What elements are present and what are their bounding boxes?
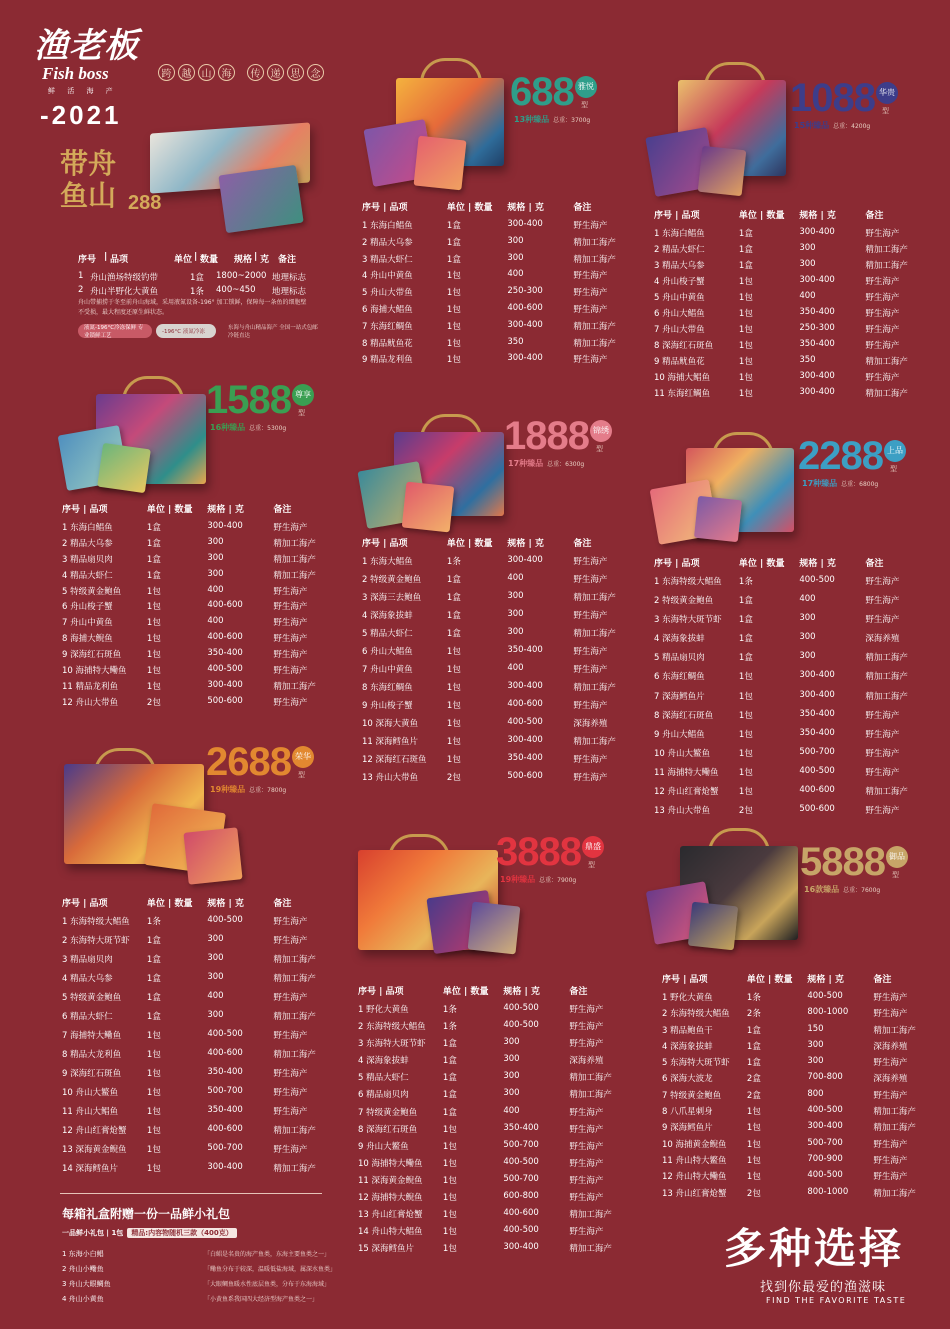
table-row: 7 海捕特大鳓鱼 1包 400-500 野生海产 bbox=[62, 1029, 308, 1041]
table-row: 4 深海象拔蚌 1盒 300 深海养殖 bbox=[654, 632, 900, 645]
table-row: 6 深海大波龙 2盒 700-800 深海养殖 bbox=[662, 1072, 908, 1085]
table-row: 9 舟山大鳘鱼 1包 500-700 野生海产 bbox=[358, 1139, 604, 1152]
table-3888 bbox=[358, 984, 626, 1259]
slogan-char: 递 bbox=[267, 64, 284, 81]
table-row: 4 深海象拔蚌 1盒 300 野生海产 bbox=[362, 609, 608, 621]
unit-2688: 型 bbox=[298, 771, 305, 779]
table-row: 2 精品大乌参 1盒 300 精加工海产 bbox=[362, 235, 616, 248]
table-row: 1 野化大黄鱼 1条 400-500 野生海产 bbox=[662, 991, 908, 1003]
unit-1088: 型 bbox=[882, 107, 889, 115]
table-row: 3 东海特大斑节虾 1盒 300 野生海产 bbox=[358, 1037, 604, 1050]
seal-2288: 上品 bbox=[884, 440, 906, 462]
table-row: 2 东海特级大鲳鱼 2条 800-1000 野生海产 bbox=[662, 1007, 908, 1020]
table-row: 13 舟山红膏炝蟹 2包 800-1000 精加工海产 bbox=[662, 1186, 916, 1199]
table-row: 8 海捕大鲵鱼 1包 400-600 野生海产 bbox=[62, 632, 308, 645]
table-row: 2 精品大乌参 1盒 300 精加工海产 bbox=[62, 536, 316, 549]
footer-english: FIND THE FAVORITE TASTE bbox=[766, 1296, 907, 1305]
table-row: 3 精品鲍鱼干 1盒 150 精加工海产 bbox=[662, 1023, 916, 1036]
count-1588 bbox=[210, 422, 286, 433]
table-row: 1 东海特级大鲳鱼 1条 400-500 野生海产 bbox=[654, 575, 900, 587]
brand-tagline: 鲜 活 海 产 bbox=[48, 87, 118, 95]
weight-text: 总重：6800g bbox=[841, 481, 879, 488]
price-1588: 1588 bbox=[206, 378, 291, 422]
table-row: 11 深海黄金鲵鱼 1包 500-700 野生海产 bbox=[358, 1173, 604, 1186]
count-1888 bbox=[508, 458, 584, 469]
card-5888-image bbox=[688, 902, 738, 951]
table-row: 4 舟山中黄鱼 1包 400 野生海产 bbox=[362, 269, 608, 282]
table-row: 12 海捕特大鲵鱼 1包 600-800 野生海产 bbox=[358, 1191, 604, 1204]
count-text: 16种臻品 bbox=[210, 423, 246, 432]
table-row: 9 深海红石斑鱼 1包 350-400 野生海产 bbox=[62, 648, 308, 661]
gift-subheader: 一品鲜小礼包 | 1包 精品:内容物随机三款（400克） bbox=[62, 1228, 237, 1238]
unit-1888: 型 bbox=[596, 445, 603, 453]
table-row: 2 精品大虾仁 1盒 300 精加工海产 bbox=[654, 243, 908, 255]
divider bbox=[60, 1193, 322, 1194]
table-row: 6 精品扇贝肉 1盒 300 精加工海产 bbox=[358, 1088, 612, 1101]
table-row: 7 特级黄金鲍鱼 1盒 400 野生海产 bbox=[358, 1105, 604, 1118]
weight-text: 总重：5300g bbox=[249, 425, 287, 432]
table-row: 3 精品扇贝肉 1盒 300 精加工海产 bbox=[62, 552, 316, 565]
table-row: 7 舟山中黄鱼 1包 400 野生海产 bbox=[362, 663, 608, 675]
table-header: 序号 | 品项 单位 | 数量 规格 | 克 备注 bbox=[654, 211, 884, 221]
table-row: 10 海捕特大鳓鱼 1包 400-500 野生海产 bbox=[358, 1156, 604, 1169]
price-2688: 2688 bbox=[206, 740, 291, 784]
table-header: 序号 | 品项 单位 | 数量 规格 | 克 备注 bbox=[62, 505, 292, 515]
count-2288 bbox=[802, 478, 878, 489]
table-row: 7 特级黄金鲍鱼 2盒 800 野生海产 bbox=[662, 1088, 908, 1101]
set-288-feature: 舟山带捕捞于冬至前舟山海域，采用液氮设备-196° 加工锁鲜，保障每一条鱼的细胞壁不受损，最大程度还原生鲜状态。 bbox=[78, 299, 307, 316]
table-row: 10 海捕黄金鲵鱼 1包 500-700 野生海产 bbox=[662, 1137, 908, 1150]
slogan-char: 越 bbox=[178, 64, 195, 81]
table-row: 11 东海红鲷鱼 1包 300-400 精加工海产 bbox=[654, 387, 908, 399]
table-row: 12 深海红石斑鱼 1包 350-400 野生海产 bbox=[362, 753, 608, 765]
price-2288: 2288 bbox=[798, 434, 883, 478]
weight-text: 总重：6300g bbox=[547, 461, 585, 468]
table-row: 1 东海白鲳鱼 1盒 300-400 野生海产 bbox=[362, 219, 608, 231]
price-3888: 3888 bbox=[496, 830, 581, 874]
table-row: 6 海捕大鲳鱼 1包 400-600 野生海产 bbox=[362, 302, 608, 315]
gift-title: 每箱礼盒附赠一份一品鲜小礼包 bbox=[62, 1207, 231, 1221]
weight-text: 总重：7900g bbox=[539, 877, 577, 884]
gift-note: 精品:内容物随机三款（400克） bbox=[127, 1228, 236, 1238]
badge-temperature: -196°C 液氮冷冻 bbox=[156, 324, 216, 338]
slogan-char: 海 bbox=[218, 64, 235, 81]
count-text: 15种臻品 bbox=[794, 121, 830, 130]
table-row: 11 海捕特大鳓鱼 1包 400-500 野生海产 bbox=[654, 765, 900, 778]
card-1088-image bbox=[698, 146, 747, 196]
table-1888 bbox=[362, 536, 630, 789]
table-row: 4 舟山梭子蟹 1包 300-400 野生海产 bbox=[654, 275, 900, 287]
table-row: 14 深海鳕鱼片 1包 300-400 精加工海产 bbox=[62, 1162, 316, 1174]
table-row: 2 特级黄金鲍鱼 1盒 400 野生海产 bbox=[362, 573, 608, 585]
table-688 bbox=[362, 200, 630, 370]
price-1088: 1088 bbox=[790, 76, 875, 120]
table-row: 11 舟山特大鳘鱼 1包 700-900 野生海产 bbox=[662, 1153, 908, 1166]
table-row: 2 东海特大斑节虾 1盒 300 野生海产 bbox=[62, 934, 308, 946]
table-header: 序号 | 品项 单位 | 数量 规格 | 克 备注 bbox=[62, 899, 292, 909]
table-header: 序号 | 品项 单位 | 数量 规格 | 克 备注 bbox=[362, 539, 592, 549]
table-row: 5 舟山大带鱼 1包 250-300 野生海产 bbox=[362, 286, 608, 299]
unit-688: 型 bbox=[581, 101, 588, 109]
slogan-char: 念 bbox=[307, 64, 324, 81]
slogan-char: 山 bbox=[198, 64, 215, 81]
count-text: 13种臻品 bbox=[514, 115, 550, 124]
brand-logo-en: Fish boss bbox=[42, 64, 109, 83]
table-row: 4 深海象拔蚌 1盒 300 深海养殖 bbox=[662, 1039, 908, 1052]
table-row: 1 野化大黄鱼 1条 400-500 野生海产 bbox=[358, 1003, 604, 1015]
table-row: 9 深海鳕鱼片 1包 300-400 精加工海产 bbox=[662, 1121, 916, 1134]
seal-1588: 尊享 bbox=[292, 384, 314, 406]
table-row: 11 精品龙利鱼 1包 300-400 精加工海产 bbox=[62, 679, 316, 692]
table-row: 4 精品大虾仁 1盒 300 精加工海产 bbox=[62, 568, 316, 581]
gift-list bbox=[62, 1246, 336, 1306]
footer-title: 多种选择 bbox=[724, 1224, 905, 1273]
price-5888: 5888 bbox=[800, 840, 885, 884]
count-text: 17种臻品 bbox=[508, 459, 544, 468]
unit-2288: 型 bbox=[890, 465, 897, 473]
table-row: 5 特级黄金鲍鱼 1盒 400 野生海产 bbox=[62, 991, 308, 1003]
table-5888 bbox=[662, 972, 930, 1203]
seal-2688: 荣华 bbox=[292, 746, 314, 768]
seal-5888: 御品 bbox=[886, 846, 908, 868]
table-row: 12 舟山大带鱼 2包 500-600 野生海产 bbox=[62, 695, 308, 708]
table-row: 9 深海红石斑鱼 1包 350-400 野生海产 bbox=[62, 1067, 308, 1079]
table-row: 10 海捕大鲳鱼 1包 300-400 野生海产 bbox=[654, 371, 900, 383]
set-288-title: 带舟 鱼山 bbox=[60, 147, 117, 213]
table-1088 bbox=[654, 208, 922, 403]
gift-item: 4 舟山小黄鱼 「小黄鱼系我国四大经济型海产鱼类之一」 bbox=[62, 1294, 319, 1303]
catalog-year: -2021 bbox=[40, 100, 122, 130]
weight-text: 总重：3700g bbox=[553, 117, 591, 124]
seal-1888: 锦绣 bbox=[590, 420, 612, 442]
table-row: 5 精品扇贝肉 1盒 300 精加工海产 bbox=[654, 651, 908, 664]
table-row: 7 深海鳕鱼片 1包 300-400 精加工海产 bbox=[654, 689, 908, 702]
seal-1088: 华贵 bbox=[876, 82, 898, 104]
table-row: 7 舟山中黄鱼 1包 400 野生海产 bbox=[62, 616, 308, 629]
table-header: 序号 | 品项 单位 | 数量 规格 | 克 备注 bbox=[362, 203, 592, 213]
table-row: 8 东海红鲷鱼 1包 300-400 精加工海产 bbox=[362, 681, 616, 693]
unit-1588: 型 bbox=[298, 409, 305, 417]
table-row: 2 东海特级大鲳鱼 1条 400-500 野生海产 bbox=[358, 1020, 604, 1033]
table-row: 1 东海大鲳鱼 1条 300-400 野生海产 bbox=[362, 555, 608, 567]
table-row: 10 舟山大鳘鱼 1包 500-700 野生海产 bbox=[62, 1086, 308, 1098]
count-text: 19种臻品 bbox=[210, 785, 246, 794]
table-row: 8 精品大龙利鱼 1包 400-600 精加工海产 bbox=[62, 1048, 316, 1060]
table-row: 1 东海白鲳鱼 1盒 300-400 野生海产 bbox=[62, 521, 308, 533]
card-2288-image bbox=[694, 496, 742, 542]
unit-5888: 型 bbox=[892, 871, 899, 879]
weight-text: 总重：7600g bbox=[843, 887, 881, 894]
card-688-image bbox=[414, 136, 467, 191]
table-row: 1 舟山渔场特级钓带 1盒 1800~2000 地理标志 bbox=[78, 271, 307, 283]
card-1888-image bbox=[402, 482, 455, 533]
table-row: 13 舟山红膏炝蟹 1包 400-600 精加工海产 bbox=[358, 1208, 612, 1221]
table-row: 7 东海红鲷鱼 1包 300-400 精加工海产 bbox=[362, 319, 616, 332]
card-288-image bbox=[218, 165, 303, 233]
count-2688 bbox=[210, 784, 286, 795]
table-row: 1 东海白鲳鱼 1盒 300-400 野生海产 bbox=[654, 227, 900, 239]
table-row: 4 深海象拔蚌 1盒 300 深海养殖 bbox=[358, 1054, 604, 1067]
table-row: 9 舟山大鲳鱼 1包 350-400 野生海产 bbox=[654, 727, 900, 740]
table-288 bbox=[78, 252, 318, 299]
table-row: 2 特级黄金鲍鱼 1盒 400 野生海产 bbox=[654, 594, 900, 607]
table-row: 5 特级黄金鲍鱼 1包 400 野生海产 bbox=[62, 584, 308, 597]
seal-3888: 鼎盛 bbox=[582, 836, 604, 858]
gift-item: 3 舟山大眼鲷鱼 「大眼鲷鱼暖水性底层鱼类，分布于东海海域」 bbox=[62, 1279, 331, 1288]
slogan bbox=[158, 64, 324, 81]
table-2288 bbox=[654, 556, 922, 823]
table-row: 11 舟山大鲳鱼 1包 350-400 野生海产 bbox=[62, 1105, 308, 1117]
count-1088 bbox=[794, 120, 870, 131]
badge-nitrogen: 液氮-196°C冷冻保鲜 专业锁鲜工艺 bbox=[78, 324, 152, 338]
table-row: 13 舟山大带鱼 2包 500-600 野生海产 bbox=[362, 771, 608, 783]
table-row: 15 深海鳕鱼片 1包 300-400 精加工海产 bbox=[358, 1242, 612, 1255]
table-row: 6 精品大虾仁 1盒 300 精加工海产 bbox=[62, 1010, 316, 1022]
table-row: 13 舟山大带鱼 2包 500-600 野生海产 bbox=[654, 804, 900, 817]
table-row: 7 舟山大带鱼 1包 250-300 野生海产 bbox=[654, 323, 900, 335]
table-row: 6 舟山大鲳鱼 1包 350-400 野生海产 bbox=[362, 645, 608, 657]
weight-text: 总重：4200g bbox=[833, 123, 871, 130]
table-row: 9 舟山梭子蟹 1包 400-600 野生海产 bbox=[362, 699, 608, 711]
table-row: 10 深海大黄鱼 1包 400-500 深海养殖 bbox=[362, 717, 608, 729]
table-row: 11 深海鳕鱼片 1包 300-400 精加工海产 bbox=[362, 735, 616, 747]
table-header: 序号 | 品项 单位 | 数量 规格 | 克 备注 bbox=[78, 252, 297, 265]
table-row: 9 精品龙利鱼 1包 300-400 野生海产 bbox=[362, 353, 608, 366]
count-5888 bbox=[804, 884, 880, 895]
table-row: 10 海捕特大鳓鱼 1包 400-500 野生海产 bbox=[62, 664, 308, 677]
gift-item: 1 东海小白鲳 「白鲳是名贵的海产鱼类，东海主要鱼类之一」 bbox=[62, 1249, 331, 1258]
slogan-char: 传 bbox=[247, 64, 264, 81]
card-3888-image bbox=[468, 902, 521, 955]
table-row: 6 东海红鲷鱼 1包 300-400 精加工海产 bbox=[654, 670, 908, 683]
table-row: 3 深海三去鲍鱼 1盒 300 精加工海产 bbox=[362, 591, 616, 603]
slogan-char: 思 bbox=[287, 64, 304, 81]
table-row: 2 舟山半野化大黄鱼 1条 400~450 地理标志 bbox=[78, 285, 307, 297]
price-1888: 1888 bbox=[504, 414, 589, 458]
set-288-price: 288 bbox=[128, 192, 162, 214]
price-688: 688 bbox=[510, 70, 574, 114]
count-text: 17种臻品 bbox=[802, 479, 838, 488]
table-row: 8 精品鱿鱼花 1包 350 精加工海产 bbox=[362, 336, 616, 349]
table-row: 3 精品大乌参 1盒 300 精加工海产 bbox=[654, 259, 908, 271]
table-header: 序号 | 品项 单位 | 数量 规格 | 克 备注 bbox=[358, 987, 588, 997]
table-row: 10 舟山大鳘鱼 1包 500-700 野生海产 bbox=[654, 746, 900, 759]
gift-item: 2 舟山小鳓鱼 「鳓鱼分布于较深，温暖低盐海域，属深水鱼类」 bbox=[62, 1264, 337, 1273]
table-row: 12 舟山特大鳓鱼 1包 400-500 野生海产 bbox=[662, 1170, 908, 1183]
table-header: 序号 | 品项 单位 | 数量 规格 | 克 备注 bbox=[654, 559, 884, 569]
table-row: 8 深海红石斑鱼 1包 350-400 野生海产 bbox=[358, 1122, 604, 1135]
card-2688-image bbox=[183, 827, 242, 884]
table-row: 8 八爪星刺身 1包 400-500 精加工海产 bbox=[662, 1105, 916, 1118]
count-3888 bbox=[500, 874, 576, 885]
table-row: 4 精品大乌参 1盒 300 精加工海产 bbox=[62, 972, 316, 984]
table-row: 3 精品大虾仁 1盒 300 精加工海产 bbox=[362, 252, 616, 265]
footer-subtitle: 找到你最爱的渔滋味 bbox=[760, 1280, 887, 1295]
table-1588 bbox=[62, 502, 330, 712]
table-row: 14 舟山特大鲳鱼 1包 400-500 野生海产 bbox=[358, 1225, 604, 1238]
table-row: 8 深海红石斑鱼 1包 350-400 野生海产 bbox=[654, 708, 900, 721]
table-row: 6 舟山梭子蟹 1包 400-600 野生海产 bbox=[62, 600, 308, 613]
table-header: 序号 | 品项 单位 | 数量 规格 | 克 备注 bbox=[662, 975, 892, 985]
unit-3888: 型 bbox=[588, 861, 595, 869]
set-288-note: 东海与舟山精品海产 全国一站式包邮冷链直达 bbox=[228, 325, 318, 340]
table-row: 12 舟山红膏炝蟹 1包 400-600 精加工海产 bbox=[654, 785, 908, 798]
table-row: 5 精品大虾仁 1盒 300 精加工海产 bbox=[362, 627, 616, 639]
count-text: 19种臻品 bbox=[500, 875, 536, 884]
table-row: 5 舟山中黄鱼 1包 400 野生海产 bbox=[654, 291, 900, 303]
table-row: 9 精品鱿鱼花 1包 350 精加工海产 bbox=[654, 355, 908, 367]
table-row: 6 舟山大鲳鱼 1包 350-400 野生海产 bbox=[654, 307, 900, 319]
brand-logo-cn: 渔老板 bbox=[34, 26, 139, 66]
count-text: 16款臻品 bbox=[804, 885, 840, 894]
count-688 bbox=[514, 114, 590, 125]
weight-text: 总重：7800g bbox=[249, 787, 287, 794]
table-row: 12 舟山红膏炝蟹 1包 400-600 精加工海产 bbox=[62, 1124, 316, 1136]
table-row: 13 深海黄金鲵鱼 1包 500-700 野生海产 bbox=[62, 1143, 308, 1155]
table-row: 3 东海特大斑节虾 1盒 300 野生海产 bbox=[654, 613, 900, 626]
table-row: 5 东海特大斑节虾 1盒 300 野生海产 bbox=[662, 1056, 908, 1069]
table-2688 bbox=[62, 896, 330, 1181]
table-row: 3 精品扇贝肉 1盒 300 精加工海产 bbox=[62, 953, 316, 965]
slogan-char: 跨 bbox=[158, 64, 175, 81]
seal-688: 雅悦 bbox=[575, 76, 597, 98]
table-row: 8 深海红石斑鱼 1包 350-400 野生海产 bbox=[654, 339, 900, 351]
table-row: 1 东海特级大鲳鱼 1条 400-500 野生海产 bbox=[62, 915, 308, 927]
card-1588-image bbox=[97, 443, 151, 493]
table-row: 5 精品大虾仁 1盒 300 精加工海产 bbox=[358, 1071, 612, 1084]
